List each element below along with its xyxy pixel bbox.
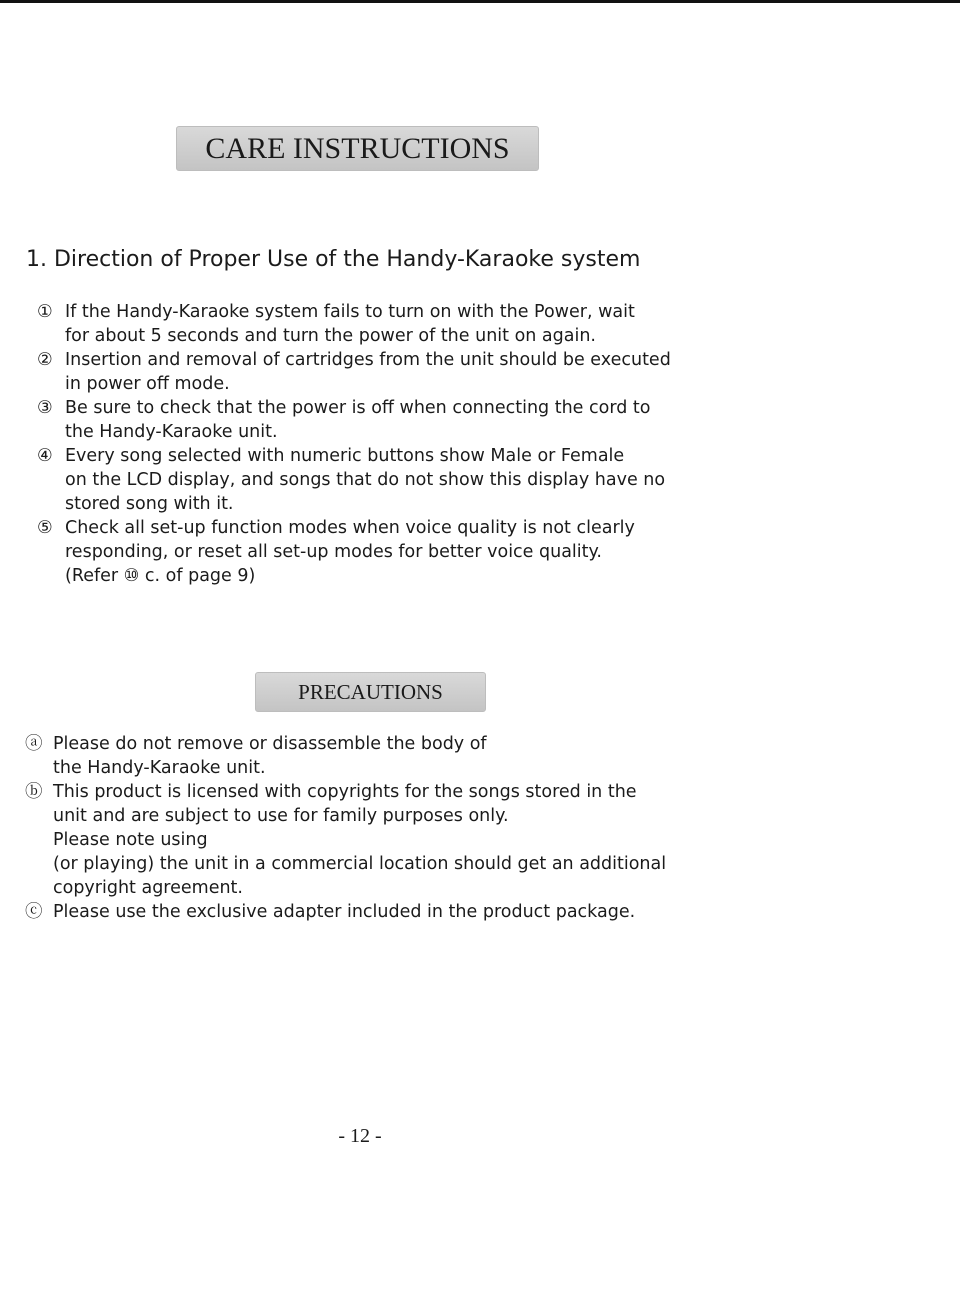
list-item [25,900,725,924]
item-line: This product is licensed with copyrights for the songs stored in the [53,782,637,802]
item-marker: ⓐ [25,734,43,754]
item-line: Check all set-up function modes when voice quality is not clearly [65,518,635,538]
page-number: - 12 - [338,1125,382,1147]
list-item [37,516,737,588]
item-line: Please use the exclusive adapter included in the product package. [53,902,636,922]
item-marker: ① [37,302,53,322]
item-line: Please note using [53,830,208,850]
item-marker: ⓒ [25,902,43,922]
top-rule [0,0,960,3]
item-line: on the LCD display, and songs that do not show this display have no [65,470,666,490]
item-line: Be sure to check that the power is off when connecting the cord to [65,398,651,418]
item-line: the Handy-Karaoke unit. [65,422,278,442]
item-marker: ② [37,350,53,370]
list-item [37,300,737,348]
list-item [37,348,737,396]
item-marker: ⑤ [37,518,53,538]
care-instructions-list [37,300,737,588]
item-line: responding, or reset all set-up modes for better voice quality. [65,542,602,562]
list-item [37,396,737,444]
item-line: Insertion and removal of cartridges from the unit should be executed [65,350,671,370]
item-marker: ③ [37,398,53,418]
item-line: the Handy-Karaoke unit. [53,758,266,778]
item-line: in power off mode. [65,374,230,394]
precautions-banner: PRECAUTIONS [255,672,486,712]
item-line: Every song selected with numeric buttons show Male or Female [65,446,625,466]
item-line: stored song with it. [65,494,234,514]
precautions-list [25,732,725,924]
section-heading: 1. Direction of Proper Use of the Handy-Karaoke system [26,247,641,272]
item-line: copyright agreement. [53,878,243,898]
item-line: for about 5 seconds and turn the power of the unit on again. [65,326,596,346]
item-line: (Refer ⑩ c. of page 9) [65,566,256,586]
list-item [37,444,737,516]
item-marker: ④ [37,446,53,466]
item-line: If the Handy-Karaoke system fails to turn on with the Power, wait [65,302,635,322]
item-marker: ⓑ [25,782,43,802]
item-line: (or playing) the unit in a commercial location should get an additional [53,854,667,874]
item-line: unit and are subject to use for family purposes only. [53,806,509,826]
list-item [25,780,725,900]
care-instructions-banner: CARE INSTRUCTIONS [176,126,539,171]
list-item [25,732,725,780]
item-line: Please do not remove or disassemble the body of [53,734,487,754]
